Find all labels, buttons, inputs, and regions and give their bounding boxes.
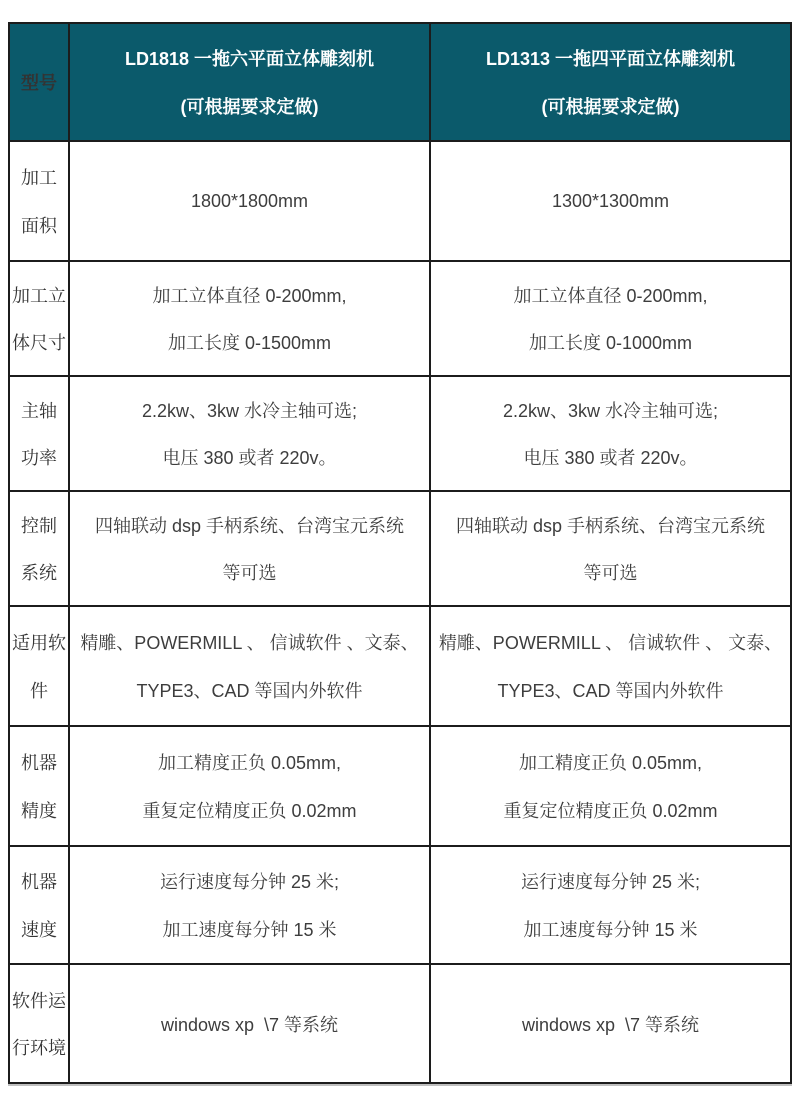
- row-label-line: 速度: [21, 919, 57, 940]
- cell-line: 四轴联动 dsp 手柄系统、台湾宝元系统: [94, 516, 405, 537]
- cell-line: 精雕、POWERMILL 、 信诚软件 、 文泰、: [438, 633, 783, 653]
- cell-line: 电压 380 或者 220v。: [162, 447, 337, 468]
- ld1818-cell: [70, 142, 431, 262]
- header-ld1313: [431, 24, 792, 142]
- row-label: [10, 607, 70, 727]
- row-label-line: 软件运: [12, 990, 66, 1011]
- ld1818-cell: [70, 377, 431, 492]
- ld1313-cell: [431, 377, 792, 492]
- ld1313-cell: [431, 492, 792, 607]
- ld1818-cell: [70, 492, 431, 607]
- cell-line: 加工长度 0-1000mm: [528, 332, 693, 353]
- row-label: [10, 142, 70, 262]
- ld1313-cell: [431, 262, 792, 377]
- row-label-line: 精度: [21, 801, 57, 821]
- ld1313-cell: [431, 607, 792, 727]
- row-label: [10, 965, 70, 1084]
- row-label-line: 系统: [21, 562, 57, 583]
- cell-line: 精雕、POWERMILL 、 信诚软件 、文泰、: [80, 633, 419, 653]
- cell-line: 加工速度每分钟 15 米: [523, 919, 698, 940]
- spec-table: [8, 22, 792, 1084]
- ld1818-cell: [70, 262, 431, 377]
- row-label: [10, 492, 70, 607]
- cell-line: 2.2kw、3kw 水冷主轴可选;: [502, 401, 719, 422]
- cell-line: 2.2kw、3kw 水冷主轴可选;: [141, 401, 358, 422]
- cell-line: 1800*1800mm: [190, 190, 309, 211]
- header-model-label: [10, 24, 70, 142]
- ld1313-cell: [431, 965, 792, 1084]
- header-ld1818-title: LD1818 一拖六平面立体雕刻机: [124, 49, 375, 70]
- row-label-line: 机器: [21, 872, 57, 893]
- cell-line: 加工立体直径 0-200mm,: [513, 286, 708, 307]
- cell-line: 1300*1300mm: [551, 190, 670, 211]
- cell-line: 加工立体直径 0-200mm,: [152, 286, 347, 307]
- ld1818-cell: [70, 965, 431, 1084]
- row-label-line: 体尺寸: [12, 332, 66, 353]
- row-label-line: 加工: [21, 168, 57, 188]
- cell-line: windows xp \7 等系统: [521, 1014, 700, 1035]
- row-label: [10, 847, 70, 965]
- row-label-line: 面积: [21, 216, 57, 236]
- cell-line: 加工精度正负 0.05mm,: [157, 753, 342, 773]
- cell-line: 加工速度每分钟 15 米: [162, 919, 337, 940]
- cell-line: 重复定位精度正负 0.02mm: [503, 801, 718, 821]
- cell-line: 运行速度每分钟 25 米;: [520, 872, 701, 893]
- header-ld1313-title: LD1313 一拖四平面立体雕刻机: [485, 49, 736, 70]
- cell-line: 等可选: [222, 562, 277, 583]
- row-label: [10, 377, 70, 492]
- row-label-line: 适用软: [12, 633, 66, 653]
- row-label-line: 机器: [21, 753, 57, 773]
- cell-line: 等可选: [583, 562, 638, 583]
- cell-line: windows xp \7 等系统: [160, 1014, 339, 1035]
- row-label: [10, 262, 70, 377]
- row-label: [10, 727, 70, 847]
- cell-line: 加工精度正负 0.05mm,: [518, 753, 703, 773]
- row-label-line: 功率: [21, 447, 57, 468]
- cell-line: TYPE3、CAD 等国内外软件: [136, 681, 363, 701]
- row-label-line: 行环境: [12, 1038, 66, 1059]
- row-label-line: 加工立: [12, 286, 66, 307]
- ld1313-cell: [431, 847, 792, 965]
- header-ld1313-subtitle: (可根据要求定做): [541, 96, 680, 117]
- cell-line: 四轴联动 dsp 手柄系统、台湾宝元系统: [455, 516, 766, 537]
- row-label-line: 件: [30, 681, 48, 701]
- cell-line: 运行速度每分钟 25 米;: [159, 872, 340, 893]
- row-label-line: 主轴: [21, 401, 57, 422]
- ld1313-cell: [431, 727, 792, 847]
- cell-line: TYPE3、CAD 等国内外软件: [497, 681, 724, 701]
- header-ld1818: [70, 24, 431, 142]
- cell-line: 重复定位精度正负 0.02mm: [142, 801, 357, 821]
- ld1313-cell: [431, 142, 792, 262]
- ld1818-cell: [70, 847, 431, 965]
- header-model-text: 型号: [21, 73, 57, 93]
- cell-line: 电压 380 或者 220v。: [523, 447, 698, 468]
- ld1818-cell: [70, 727, 431, 847]
- ld1818-cell: [70, 607, 431, 727]
- header-ld1818-subtitle: (可根据要求定做): [180, 96, 319, 117]
- row-label-line: 控制: [21, 516, 57, 537]
- cell-line: 加工长度 0-1500mm: [167, 332, 332, 353]
